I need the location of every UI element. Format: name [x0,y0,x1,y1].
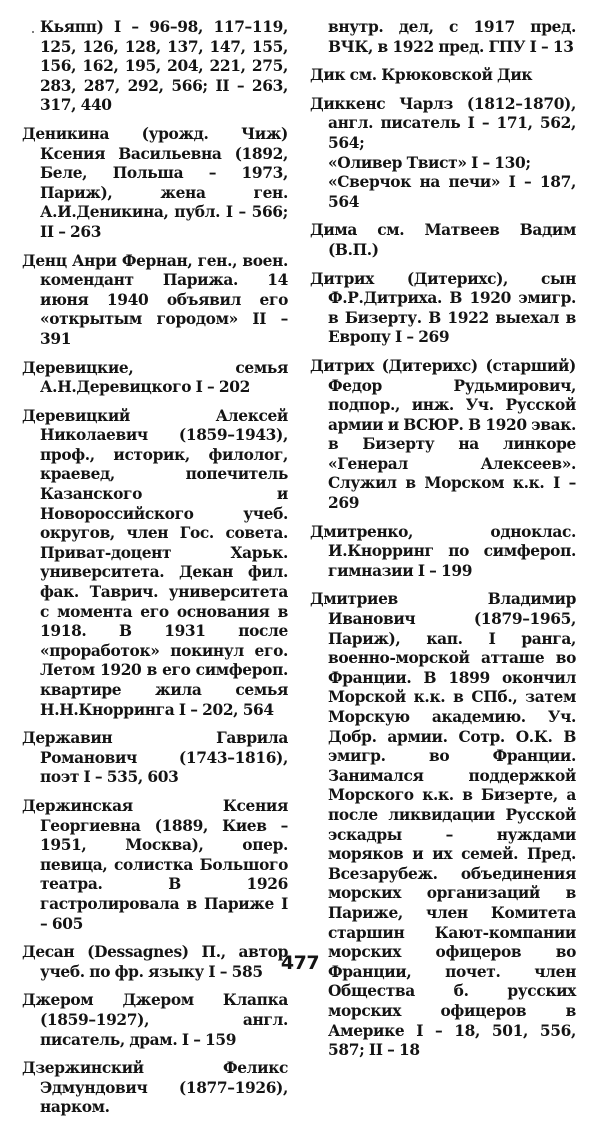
index-entry: внутр. дел, с 1917 пред. ВЧК, в 1922 пред. ГПУ I – 13 [328,18,576,56]
index-entry: Дзержинский Феликс Эдмундович (1877–1926), нарком. [22,1059,288,1117]
entry-subwork: «Сверчок на печи» I – 187, 564 [328,173,576,211]
index-entry: Деревицкий Алексей Николаевич (1859–1943), проф., историк, филолог, краевед, попечитель Казанского и Новороссийского учеб. округов, член Гос. совета. Приват-доцент Харьк. университета. Декан фил. фак. Таврич. университета с момента его основания в 1918. В 1931 после «проработок» покинул его. Летом 1920 в его симфероп. квартире жила семья Н.Н.Кнорринга I – 202, 564 [22,406,288,719]
index-entry: Дик см. Крюковской Дик [310,66,533,85]
index-entry: Деникина (урожд. Чиж) Ксения Васильевна (1892, Беле, Польша – 1973, Париж), жена ген. А.И.Деникина, публ. I – 566; II – 263 [22,124,288,241]
entry-main-text: Диккенс Чарлз (1812–1870), англ. писатель I – 171, 562, 564; [310,94,576,152]
index-entry: Держинская Ксения Георгиевна (1889, Киев – 1951, Москва), опер. певица, солистка Большого театра. В 1926 гастролировала в Париже I – 605 [22,796,288,933]
index-entry: Дитрих (Дитерихс), сын Ф.Р.Дитриха. В 1920 эмигр. в Бизерту. В 1922 выехал в Европу I – 269 [310,269,576,347]
index-entry [310,95,576,213]
index-entry: Десан (Dessagnes) П., автор учеб. по фр. языку I – 585 [22,943,288,981]
index-entry: Деревицкие, семья А.Н.Деревицкого I – 202 [22,358,288,397]
page-number: 477 [280,952,320,974]
index-entry: Дима см. Матвеев Вадим (В.П.) [310,221,576,259]
index-entry: Денц Анри Фернан, ген., воен. комендант Парижа. 14 июня 1940 объявил его «открытым городом» II – 391 [22,251,288,348]
index-entry: Державин Гаврила Романович (1743–1816), поэт I – 535, 603 [22,729,288,787]
index-entry: Дмитренко, одноклас. И.Кнорринг по симфероп. гимназии I – 199 [310,522,576,580]
index-entry: Дитрих (Дитерихс) (старший) Федор Рудьмирович, подпор., инж. Уч. Русской армии и ВСЮР. В 1920 эвак. в Бизерту на линкоре «Генерал Алексеев». Служил в Морском к.к. I – 269 [310,356,576,513]
right-column [310,18,576,1070]
index-entry: Дмитриев Владимир Иванович (1879–1965, Париж), кап. I ранга, военно-морской атташе во Франции. В 1899 окончил Морской к.к. в СПб., затем Морскую академию. Уч. Добр. армии. Сотр. О.К. В эмигр. во Франции. Занимался поддержкой Морского к.к. в Бизерте, а после ликвидации Русской эскадры – нуждами моряков и их семей. Пред. Всезарубеж. объединения морских организаций в Париже, член Комитета старшин Кают-компании морских офицеров во Франции, почет. член Общества б. русских морских офицеров в Америке I – 18, 501, 556, 587; II – 18 [310,590,576,1060]
entry-subwork: «Оливер Твист» I – 130; [328,153,531,172]
index-entry: Джером Джером Клапка (1859–1927), англ. писатель, драм. I – 159 [22,991,288,1049]
index-entry: Кьяпп) I – 96–98, 117–119, 125, 126, 128, 137, 147, 155, 156, 162, 195, 204, 221, 275, 283, 287, 292, 566; II – 263, 317, 440 [40,18,288,115]
